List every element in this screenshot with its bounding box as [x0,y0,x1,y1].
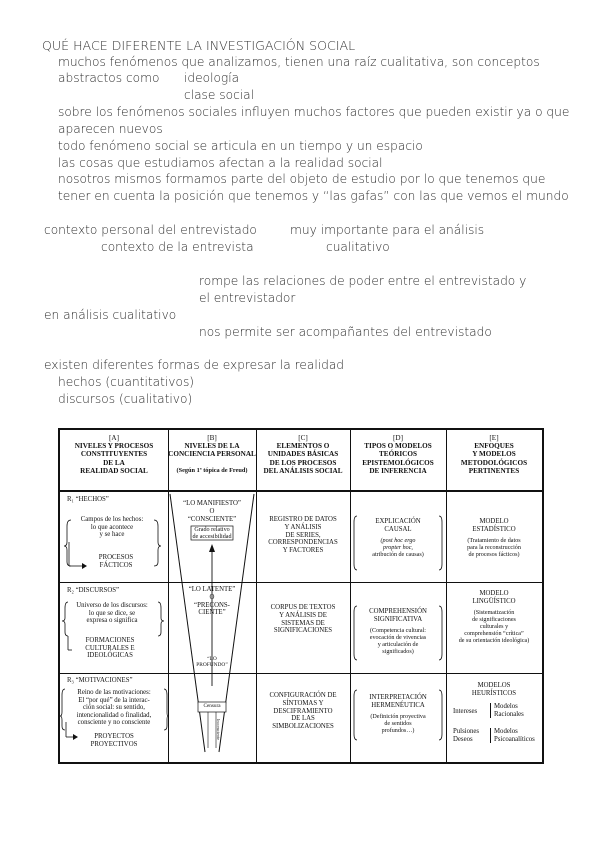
row3-col-e-interests: Intereses [453,708,478,715]
cell-line: CORPUS DE TEXTOS [270,604,336,611]
note-line: muchos fenómenos que analizamos, tienen una raíz cualitativa, son conceptos [58,55,540,69]
header-line: EPISTEMOLÓGICOS [362,458,434,467]
cell-line: intencionalidad o finalidad, [76,711,152,719]
row3-col-e [446,682,542,698]
bracket-icon [60,689,65,730]
cell-line: para la reconstrucción [467,544,521,551]
cell-line: evocación de vivencias [369,634,427,641]
row3-col-a-heading: R₃ “MOTIVACIONES” [67,677,133,684]
header-line: NIVELES DE LA [184,442,240,451]
cell-line: Y FACTORES [282,547,324,555]
cell-line: Deseos [453,735,473,743]
cell-line: PROYECTIVOS [90,740,138,748]
cell-line: HEURÍSTICOS [471,689,517,697]
cell-line: MODELO [479,518,509,525]
cell-line: de su orientación ideológica) [458,637,530,644]
cell-line: Modelos [494,728,518,735]
cell-line: de accesibilidad [192,534,232,540]
cell-line: Y ANÁLISIS DE [279,611,327,619]
bracket-icon [64,520,71,566]
bracket-icon [154,520,161,566]
header-line: ENFOQUES [474,442,514,451]
cell-line: consciente y no consciente [77,719,151,727]
header-col-c [256,434,350,475]
cell-line: Y ANÁLISIS [284,523,322,531]
cell-line: O [209,507,215,515]
row1-col-b [168,500,256,523]
cell-line: Psicoanalíticos [494,735,535,743]
header-col-d [350,434,446,475]
row3-col-e-rational-models [490,703,524,718]
header-line: DE LA [103,458,125,467]
row2-col-b-deep [168,656,256,668]
note-line: muy importante para el análisis [290,223,485,237]
note-line: contexto personal del entrevistado [44,223,257,237]
note-line: el entrevistador [199,291,296,305]
cell-line: Campos de los hechos: [80,516,144,523]
header-line: REALIDAD SOCIAL [80,466,148,475]
header-tag: [C] [298,434,308,442]
row1-col-b-accessibility [168,527,256,541]
cell-line: expresa o significa [86,617,138,625]
row2-col-b [168,586,256,617]
cell-line: propter hoc, [383,544,413,551]
cell-line: CULTURALES E [85,644,135,652]
cell-line: SÍNTOMAS Y [282,699,324,707]
note-line: abstractos como [58,71,160,85]
note-line: rompe las relaciones de poder entre el entrevistado y [199,274,527,288]
cell-line: Racionales [494,710,524,718]
arrow-head-icon [209,544,215,552]
cell-line: “LO MANIFIESTO” [183,500,241,507]
cell-line: SISTEMAS DE [281,619,325,627]
cell-line: DE LAS [291,715,315,723]
header-tag: [E] [489,434,499,442]
cell-line: culturales y [479,623,509,630]
cell-line: PROYECTOS [94,733,134,740]
cell-line: (Definición proyectiva [370,713,426,720]
arrow-head-icon [82,563,87,569]
header-col-a [60,434,168,475]
cell-line: IDEOLÓGICAS [87,652,133,660]
row3-col-b-censorship: Censura [203,703,221,709]
cell-line: (Competencia cultural: [369,627,426,634]
note-line: nosotros mismos formamos parte del objeto de estudio por lo que tenemos que [58,172,546,186]
header-line: DE INFERENCIA [369,466,427,475]
row3-col-d [350,694,446,735]
header-line: CONCIENCIA PERSONAL [168,450,256,459]
cell-line: FORMACIONES [85,637,135,644]
cell-line: “PRECONS- [194,601,230,609]
header-col-e [446,434,542,475]
header-line: UNIDADES BÁSICAS [267,450,339,459]
cell-line: CORRESPONDENCIAS [268,539,338,547]
cell-line: SIMBOLIZACIONES [272,723,334,731]
cell-line: Modelos [494,703,518,710]
row3-col-c [256,692,350,731]
cell-line: de significaciones [472,616,516,623]
header-line: DEL ANÁLISIS SOCIAL [263,466,343,475]
header-line: CONSTITUYENTES [80,450,148,459]
row2-col-a-heading: R₂ “DISCURSOS” [67,587,120,594]
note-line: discursos (cualitativo) [58,392,193,406]
cell-line: El “por qué” de la interac- [78,696,150,704]
note-line: existen diferentes formas de expresar la realidad [44,358,345,372]
header-line: TEÓRICOS [379,450,417,459]
header-line: TIPOS O MODELOS [364,442,432,451]
cell-line: MODELO [479,590,509,597]
cell-line: Reino de las motivaciones: [77,689,151,696]
cell-line: Pulsiones [453,728,480,735]
note-line: clase social [184,88,255,102]
note-line: cualitativo [326,240,390,254]
header-line: PERTINENTES [468,466,520,475]
note-line: todo fenómeno social se articula en un tiempo y un espacio [58,139,423,153]
cell-line: lo que acontece [90,523,134,531]
header-line: DE LOS PROCESOS [269,458,337,467]
row2-col-c [256,604,350,635]
cell-line: “LO [207,656,217,662]
cell-line: HERMENÉUTICA [371,701,425,709]
row3-col-e-psychoanalytic-models [490,728,535,743]
cell-line: de procesos fácticos) [468,551,520,558]
cell-line: DESCIFRAMIENTO [273,707,333,715]
header-tag: [A] [109,434,119,442]
arrow-head-icon [73,734,78,740]
note-line: en análisis cualitativo [44,308,177,322]
cell-line: COMPREHENSIÓN [369,608,427,615]
cell-line: SIGNIFICATIVA [373,615,423,623]
cell-line: CIENTE” [198,609,226,617]
col-a-brackets [60,490,168,764]
cell-line: ESTADÍSTICO [472,525,516,533]
cell-line: ción social: su sentido, [83,704,145,712]
note-line: ideología [184,71,240,85]
header-tag: [D] [393,434,403,442]
cell-line: atribución de causas) [372,551,424,558]
cell-line: (Tratamiento de datos [467,537,521,544]
note-line: contexto de la entrevista [101,240,254,254]
cell-line: significados) [382,648,414,655]
cell-line: PROCESOS [98,554,134,561]
row1-col-c [256,516,350,555]
cell-line: INTERPRETACIÓN [369,694,427,701]
note-line: tener en cuenta la posición que tenemos y “las gafas” con las que vemos el mundo [58,189,569,203]
row3-col-b-unconscious: Inconsciente [216,719,221,741]
header-line: (Según 1ª tópica de Freud) [176,466,248,474]
row1-col-e [446,518,542,559]
row2-col-e [446,590,542,645]
row1-col-a-heading: R₁ “HECHOS” [67,496,109,503]
bracket-icon [62,602,68,636]
cell-line: DE SERIES, [285,531,321,539]
cell-line: lo que se dice, se [88,609,136,617]
cell-line: MODELOS [477,682,511,689]
note-line: nos permite ser acompañantes del entrevistado [199,325,492,339]
cell-line: Universo de los discursos: [76,602,148,609]
cell-line: “CONSCIENTE” [187,515,237,523]
cell-line: EXPLICACIÓN [375,518,421,525]
cell-line: SIGNIFICACIONES [273,627,333,635]
row1-col-d [350,518,446,559]
header-line: ELEMENTOS O [276,442,330,451]
header-tag: [B] [207,434,217,442]
cell-line: PROFUNDO” [196,662,228,668]
cell-line: de sentidos [384,720,412,727]
cell-line: y se hace [99,531,125,539]
cell-line: y articulación de [377,641,419,648]
cell-line: profundos…) [381,727,415,734]
cell-line: LINGÜÍSTICO [472,597,516,605]
header-line: NIVELES Y PROCESOS [74,442,154,451]
social-research-table [58,428,544,764]
note-line: hechos (cuantitativos) [58,375,195,389]
cell-line: O [209,593,215,601]
cell-line: REGISTRO DE DATOS [269,516,337,523]
cell-line: (post hoc ergo [380,537,416,544]
cell-line: CONFIGURACIÓN DE [269,692,337,699]
header-col-b [168,434,256,475]
note-line: sobre los fenómenos sociales influyen muchos factores que pueden existir ya o que [58,105,570,119]
cell-line: FÁCTICOS [99,561,133,569]
note-line: aparecen nuevos [58,122,163,136]
cell-line: (Sistematización [473,609,515,616]
row3-col-e-drives [453,728,479,743]
bracket-icon [158,602,164,636]
header-line: METODOLÓGICOS [460,458,528,467]
cell-line: comprehensión “crítica” [464,630,524,637]
notes-title: QUÉ HACE DIFERENTE LA INVESTIGACIÓN SOCIAL [42,38,356,53]
cell-line: Grado relativo [194,527,230,533]
cell-line: CAUSAL [384,525,412,533]
row2-col-d [350,608,446,656]
cell-line: “LO LATENTE” [188,586,236,593]
note-line: las cosas que estudiamos afectan a la realidad social [58,156,383,170]
header-line: Y MODELOS [472,450,516,459]
